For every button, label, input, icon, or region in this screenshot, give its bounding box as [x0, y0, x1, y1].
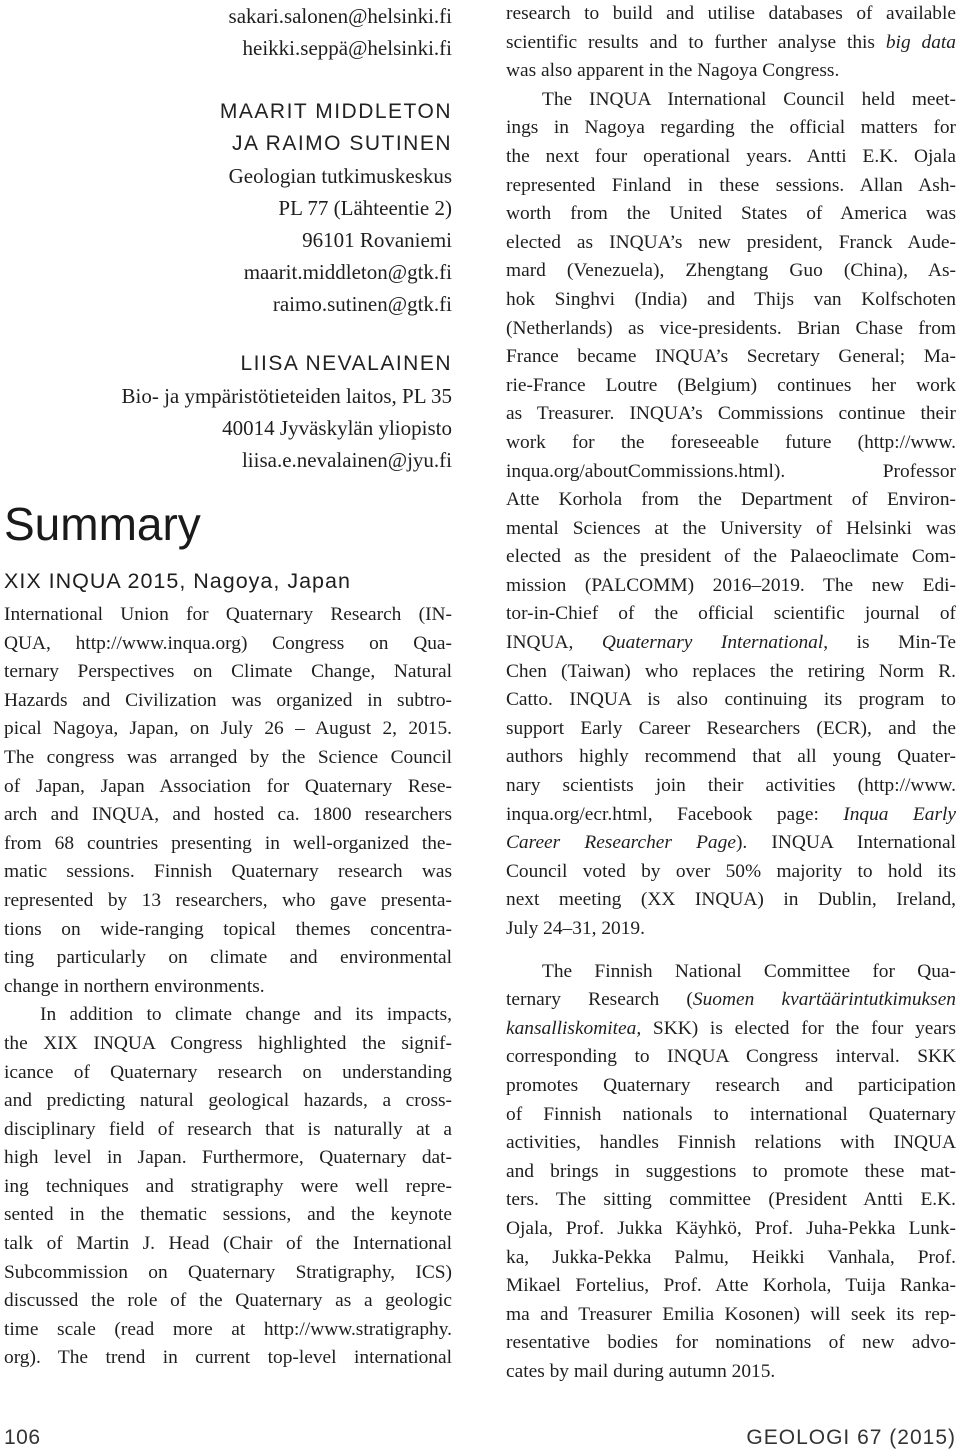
text-line: resentative bodies for nominations of new advo- — [506, 1332, 956, 1354]
contact-block — [4, 0, 452, 476]
text-line: (Netherlands) as vice-presidents. Brian Chase from — [506, 317, 956, 339]
text-line: INQUA, Quaternary International, is Min-Te — [506, 632, 956, 654]
section-subheading: XIX INQUA 2015, Nagoya, Japan — [4, 569, 351, 593]
text-line: discussed the role of the Quaternary as a geologic — [4, 1290, 452, 1312]
italic-term: kansalliskomitea, — [506, 1017, 642, 1039]
text-line: Catto. INQUA is also continuing its program to — [506, 689, 956, 711]
text-line: as Treasurer. INQUA’s Commissions continue their — [506, 403, 956, 425]
text-line: Council voted by over 50% majority to hold its — [506, 860, 956, 882]
text-line: Subcommission on Quaternary Stratigraphy, ICS) — [4, 1261, 452, 1283]
text-line: the XIX INQUA Congress highlighted the signif- — [4, 1032, 452, 1054]
text-line: arch and INQUA, and hosted ca. 1800 researchers — [4, 804, 452, 826]
text-line: pical Nagoya, Japan, on July 26 – August 2, 2015. — [4, 718, 452, 740]
text-line: represented by 13 researchers, who gave presenta- — [4, 889, 452, 911]
text-line: QUA, http://www.inqua.org) Congress on Qua- — [4, 632, 452, 654]
text-line: elected as the president of the Palaeoclimate Com- — [506, 546, 956, 568]
address-line: Geologian tutkimuskeskus — [228, 164, 452, 188]
text-line: Career Researcher Page). INQUA International — [506, 832, 956, 854]
right-column-body — [506, 0, 956, 1387]
italic-term: big data — [885, 31, 956, 53]
text-line: rie-France Loutre (Belgium) continues her work — [506, 374, 956, 396]
address-line: 40014 Jyväskylän yliopisto — [222, 416, 452, 440]
email-line: liisa.e.nevalainen@jyu.fi — [241, 448, 452, 472]
text-line: disciplinary field of research that is naturally at a — [4, 1118, 452, 1140]
text-line: work for the foreseeable future (http://www. — [506, 431, 956, 453]
summary-heading: Summary — [4, 498, 201, 550]
text-line: inqua.org/aboutCommissions.html). Professor — [506, 460, 956, 482]
text-line: worth from the United States of America was — [506, 203, 956, 225]
text-line: and predicting natural geological hazards, a cross- — [4, 1090, 452, 1112]
text-line: time scale (read more at http://www.stratigraphy. — [4, 1318, 452, 1340]
text-line: ings in Nagoya regarding the official matters for — [506, 117, 956, 139]
address-line: Bio- ja ympäristötieteiden laitos, PL 35 — [121, 384, 452, 408]
text-line: mission (PALCOMM) 2016–2019. The new Edi- — [506, 574, 956, 596]
text-line: authors highly recommend that all young Quater- — [506, 746, 956, 768]
text-line: inqua.org/ecr.html, Facebook page: Inqua Early — [506, 803, 956, 825]
text-line: Ojala, Prof. Jukka Käyhkö, Prof. Juha-Pekka Lunk- — [506, 1217, 956, 1239]
text-line: kansalliskomitea, SKK) is elected for the four years — [506, 1017, 956, 1039]
text-line: elected as INQUA’s new president, Franck Aude- — [506, 231, 956, 253]
author-name: JA RAIMO SUTINEN — [231, 132, 452, 155]
text-line: activities, handles Finnish relations with INQUA — [506, 1132, 956, 1154]
text-line: tions on wide-ranging topical themes concentra- — [4, 918, 452, 940]
author-name: MAARIT MIDDLETON — [219, 100, 452, 123]
email-line: heikki.seppä@helsinki.fi — [242, 36, 452, 60]
text-line: cates by mail during autumn 2015. — [506, 1360, 776, 1382]
text-line: the next four operational years. Antti E.K. Ojala — [506, 145, 956, 167]
text-line: sented in the thematic sessions, and the keynote — [4, 1204, 452, 1226]
text-line: org). The trend in current top-level international — [4, 1347, 452, 1369]
address-line: 96101 Rovaniemi — [302, 228, 452, 252]
text-line: talk of Martin J. Head (Chair of the International — [4, 1233, 452, 1255]
italic-term: Suomen kvartäärintutkimuksen — [692, 989, 956, 1011]
text-line: mental Sciences at the University of Helsinki was — [506, 517, 956, 539]
text-line: ka, Jukka-Pekka Palmu, Heikki Vanhala, Prof. — [506, 1246, 956, 1268]
text-line: research to build and utilise databases of available — [506, 3, 956, 24]
text-line: ing techniques and stratigraphy were well repre- — [4, 1175, 452, 1197]
text-line: corresponding to INQUA Congress interval. SKK — [506, 1046, 956, 1068]
text-line: The INQUA International Council held meet- — [542, 88, 956, 110]
italic-term: Quaternary International — [601, 632, 824, 654]
italic-term: Inqua Early — [843, 803, 956, 825]
text-line: Mikael Fortelius, Prof. Atte Korhola, Tuija Ranka- — [506, 1275, 956, 1297]
text-line: Chen (Taiwan) who replaces the retiring Norm R. — [506, 660, 956, 682]
text-line: The congress was arranged by the Science Council — [4, 746, 452, 768]
text-line: France became INQUA’s Secretary General; Ma- — [506, 346, 956, 368]
text-line: was also apparent in the Nagoya Congress. — [506, 60, 840, 82]
text-line: tor-in-Chief of the official scientific journal of — [506, 603, 956, 625]
text-line: Atte Korhola from the Department of Environ- — [506, 489, 956, 511]
email-line: maarit.middleton@gtk.fi — [243, 260, 452, 284]
text-line: from 68 countries presenting in well-organized the- — [4, 832, 452, 854]
text-line: In addition to climate change and its impacts, — [40, 1004, 452, 1026]
text-line: hok Singhvi (India) and Thijs van Kolfschoten — [506, 288, 956, 310]
text-line: high level in Japan. Furthermore, Quaternary dat- — [4, 1147, 452, 1169]
text-line: support Early Career Researchers (ECR), and the — [506, 717, 956, 739]
text-line: International Union for Quaternary Research (IN- — [4, 604, 452, 625]
journal-footer: GEOLOGI 67 (2015) — [746, 1426, 956, 1449]
email-line: raimo.sutinen@gtk.fi — [272, 292, 452, 316]
text-line: of Finnish nationals to international Quaternary — [506, 1103, 956, 1125]
italic-term: Career Researcher Page — [506, 832, 736, 854]
email-line: sakari.salonen@helsinki.fi — [228, 4, 452, 28]
text-line: represented Finland in these sessions. Allan Ash- — [506, 174, 956, 196]
text-line: Hazards and Civilization was organized in subtro- — [4, 689, 452, 711]
text-line: of Japan, Japan Association for Quaternary Rese- — [4, 775, 452, 797]
text-line: ternary Perspectives on Climate Change, Natural — [4, 661, 452, 683]
text-line: ting particularly on climate and environmental — [4, 947, 452, 969]
left-column-body — [4, 601, 452, 1373]
author-name: LIISA NEVALAINEN — [240, 352, 452, 375]
text-line: and brings in suggestions to promote these mat- — [506, 1160, 956, 1182]
text-line: ma and Treasurer Emilia Kosonen) will seek its rep- — [506, 1303, 956, 1325]
text-line: matic sessions. Finnish Quaternary research was — [4, 861, 452, 883]
text-line: nary scientists join their activities (http://www. — [506, 775, 956, 797]
text-line: The Finnish National Committee for Qua- — [542, 960, 956, 982]
address-line: PL 77 (Lähteentie 2) — [278, 196, 452, 220]
text-line: ters. The sitting committee (President Antti E.K. — [506, 1189, 956, 1211]
text-line: mard (Venezuela), Zhengtang Guo (China), As- — [506, 260, 956, 282]
text-line: change in northern environments. — [4, 975, 265, 997]
text-line: ternary Research (Suomen kvartäärintutkimuksen — [506, 989, 956, 1011]
text-line: scientific results and to further analyse this big data — [506, 31, 956, 53]
text-line: promotes Quaternary research and participation — [506, 1074, 956, 1096]
text-line: icance of Quaternary research on understanding — [4, 1061, 452, 1083]
text-line: next meeting (XX INQUA) in Dublin, Ireland, — [506, 889, 956, 911]
page-number: 106 — [4, 1426, 41, 1449]
text-line: July 24–31, 2019. — [506, 918, 645, 939]
